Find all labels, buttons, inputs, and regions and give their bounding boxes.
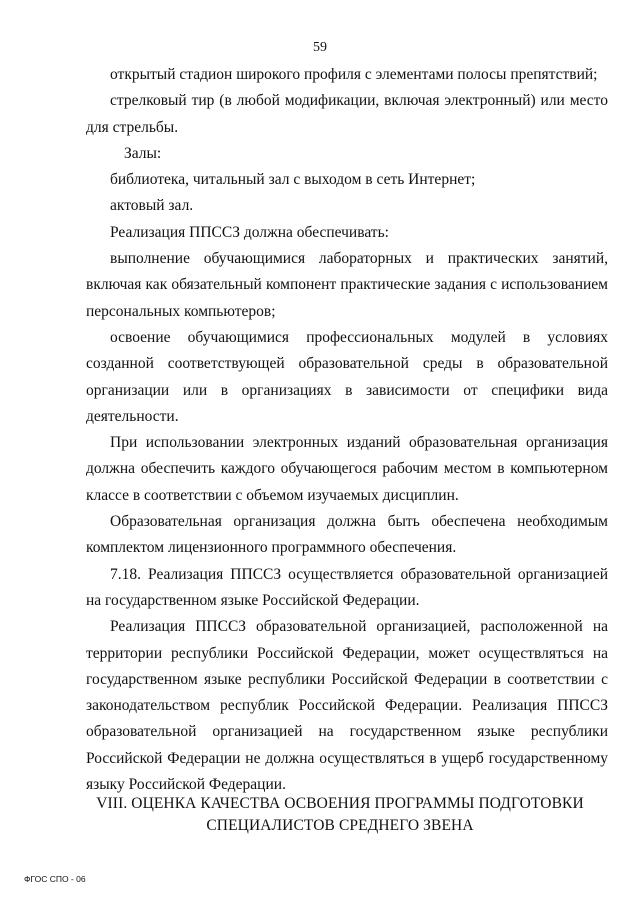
paragraph-assembly-hall: актовый зал. <box>110 197 194 215</box>
document-body <box>86 62 608 798</box>
section-heading-line-2: СПЕЦИАЛИСТОВ СРЕДНЕГО ЗВЕНА <box>206 817 474 834</box>
paragraph-lab-work: выполнение обучающимися лабораторных и практических занятий, включая как обязательный компонент практические задания с использованием персональных компьютеров; <box>86 250 608 320</box>
paragraph-7-18: 7.18. Реализация ППССЗ осуществляется образовательной организацией на государственном языке Российской Федерации. <box>86 565 608 609</box>
page-footer: ФГОС СПО - 06 <box>24 874 86 884</box>
paragraph-licensed-software: Образовательная организация должна быть обеспечена необходимым комплектом лицензионного программного обеспечения. <box>86 513 608 557</box>
paragraph-halls-label: Залы: <box>124 144 162 162</box>
paragraph-implementation-intro: Реализация ППССЗ должна обеспечивать: <box>110 223 389 241</box>
paragraph-shooting-range: стрелковый тир (в любой модификации, включая электронный) или место для стрельбы. <box>86 92 608 136</box>
paragraph-stadium: открытый стадион широкого профиля с элементами полосы препятствий; <box>110 66 598 83</box>
section-heading-line-1: VIII. ОЦЕНКА КАЧЕСТВА ОСВОЕНИЯ ПРОГРАММЫ ПОДГОТОВКИ <box>96 795 584 812</box>
paragraph-modules: освоение обучающимися профессиональных модулей в условиях созданной соответствующей образовательной среды в образовательной организации или в организациях в зависимости от специфики вида деятельности. <box>86 328 608 425</box>
paragraph-republic-language: Реализация ППССЗ образовательной организацией, расположенной на территории республики Российской Федерации, может осуществляться на государственном языке республики Российской Федерации в соответствии с законодательством республик Российской Федерации. Реализация ППССЗ образовательной организацией на государственном языке республики Российской Федерации не должна осуществляться в ущерб государственному языку Российской Федерации. <box>86 618 608 794</box>
paragraph-electronic-editions: При использовании электронных изданий образовательная организация должна обеспечить каждого обучающегося рабочим местом в компьютерном классе в соответствии с объемом изучаемых дисциплин. <box>86 434 608 504</box>
page-number: 59 <box>313 40 327 55</box>
section-heading <box>60 793 620 837</box>
paragraph-library: библиотека, читальный зал с выходом в сеть Интернет; <box>110 171 476 189</box>
